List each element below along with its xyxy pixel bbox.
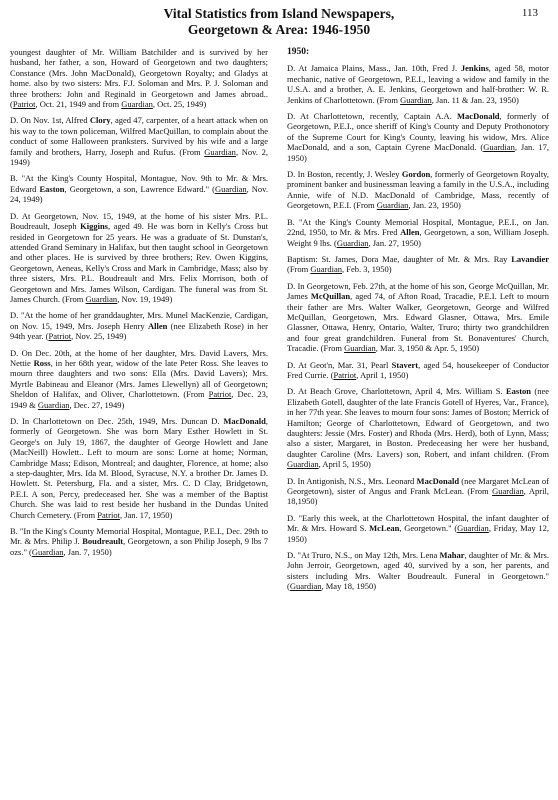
newspaper-source: Guardian (492, 486, 524, 497)
vital-record-entry (10, 416, 268, 520)
entry-text: , formerly of Georgetown Royalty, prominent banker and businessman leaving a family in the U.S.A., including Annie, wife of N.D. MacDonald of Cambridge, Mass, recently of Georgetown, P.E.I. (From (287, 169, 550, 211)
entry-text: youngest daughter of Mr. William Batchilder and is survived by her husband, her father, a son, Howard of Georgetown and two daughters; Constance (Mrs. John MacDonald), Georgetown Royalty; and Gladys at home. also by two sisters: Mrs. F.J. Soloman and Mrs. P. J. Soloman and three brothers: John and Reginald in Georgetown and James abroad.. ( (10, 47, 268, 110)
entry-text: , formerly of Georgetown. She was born Mary Esther Howlett in St. George's on July 19, 1867, the daughter of George Howlett and Jane (MacNeill) Howlett.. Left to mourn are sons: Lorne at home; Norman, Cambridge Mass; Edison, Montreal; and daughter, Florence, at home; also a step-daughter, Mrs. Ida M. Blood, Syracuse, N.Y. a brother Dr. James D. Howlett. St. Petersburg, Fla. and a sister, Mrs. C. D Clay, Bridgetown, P.E.I. A son, Percy, predeceased her. She was a member of the Baptist Church. She was laid to rest beside her husband in the Dundas United Church Cemetery. (From (10, 416, 268, 520)
surname: Allen (147, 320, 168, 331)
entry-text: , Oct. 25, 1949) (152, 99, 207, 110)
vital-record-entry (10, 173, 268, 204)
entry-text: D. "At Truro, N.S., on May 12th, Mrs. Lena (287, 550, 440, 561)
newspaper-source: Guardian (37, 399, 70, 410)
newspaper-source: Guardian (289, 581, 322, 592)
entry-text: (nee Margaret McLean of Georgetown), sister of Angus and Frank McLean. (From (287, 475, 549, 497)
vital-record-entry (287, 254, 549, 275)
entry-text: (From (287, 264, 311, 275)
vital-record-entry (287, 360, 549, 381)
vital-record-entry (287, 281, 549, 354)
surname: MacDonald (416, 475, 460, 486)
entry-text: , Georgetown." ( (399, 523, 458, 534)
entry-text: B. "At the King's County Memorial Hospital, Montague, P.E.I., on Jan. 22nd, 1950, to Mr. & Mrs. Fred (287, 216, 549, 238)
vital-record-entry (10, 211, 268, 305)
page-title-line-2: Georgetown & Area: 1946-1950 (187, 22, 371, 37)
newspaper-source: Guardian (204, 146, 236, 157)
entry-text: , Jan. 27, 1950) (368, 237, 421, 248)
right-column (287, 47, 549, 598)
entry-text: , Jan. 17, 1950) (119, 509, 173, 520)
entry-text: , Jan. 17, 1950) (287, 142, 549, 163)
surname: Lavandier (511, 253, 549, 264)
surname: Boudreault (82, 536, 124, 547)
newspaper-source: Patriot (208, 389, 232, 400)
surname: Easton (39, 183, 65, 194)
vital-record-entry (10, 47, 268, 109)
entry-text: D. "At the home of her granddaughter, Mrs. Munel MacKenzie, Cardigan, on Nov. 15, 1949, Mrs. Joseph Henry (10, 310, 268, 331)
newspaper-source: Guardian (344, 343, 376, 354)
entry-text: , Nov. 19, 1949) (117, 293, 173, 304)
entry-text: Baptism: St. James, Dora Mae, daughter of Mr. & Mrs. Ray (287, 253, 512, 264)
entry-text: B. "In the King's County Memorial Hospital, Montague, P.E.I., Dec. 29th to Mr. & Mrs. Philip J. (10, 526, 268, 547)
entry-text: D. In Charlottetown on Dec. 25th, 1949, Mrs. Duncan D. (10, 416, 224, 426)
entry-text: , daughter of Mr. & Mrs. John Jerroir, Georgetown, aged 40, survived by a son, her parents, and sisters including Mrs. Walter Boudreault. Funeral in Georgetown." ( (287, 550, 549, 592)
surname: Allen (400, 227, 420, 238)
entry-text: D. At Beach Grove, Charlottetown, April 4, Mrs. William S. (287, 386, 506, 397)
entry-text: D. On Nov. 1st, Alfred (10, 115, 90, 126)
entry-text: , April 5, 1950) (318, 459, 371, 470)
entry-text: D. At Jamaica Plains, Mass., Jan. 10th, Fred J. (287, 63, 461, 74)
entry-text: , in her 68th year, widow of the late Peter Ross. She leaves to mourn three daughters and two sons: Ella (Mrs. David Lavers); Mrs. Myrtle Babineau and Eleanor (Mrs. James Llewellyn) all of Georgetown; Sheldon of Halifax, and Oliver, Charlottetown. (From (10, 357, 268, 400)
newspaper-source: Guardian (287, 459, 319, 470)
newspaper-source: Patriot (97, 509, 120, 520)
newspaper-source: Patriot (333, 369, 357, 380)
entry-text: , Jan. 11 & Jan. 23, 1950) (431, 94, 519, 105)
page-number: 113 (521, 7, 538, 19)
newspaper-source: Guardian (121, 99, 153, 110)
vital-record-entry (287, 513, 549, 544)
newspaper-source: Guardian (85, 293, 118, 304)
entry-text: , Jan. 23, 1950) (408, 200, 461, 211)
vital-record-entry (287, 550, 549, 592)
entry-text: (nee Elizabeth Gotell, daughter of the late Francis Gotell of Hyeres, Var., France), in her 77th year. She leaves to mourn four sons: James of Boston; Merrick of Hamilton; George of Charlottetown, Edward of Georgetown, and two daughters: Jessie (Mrs. Foster) and Rhoda (Mrs. Herd), both of Lynn, Mass; also a sister, Margaret, in Boston. Predeceasing her were her husband, daughter Caroline (Mrs. Lavers) son, Robert, and infant children. (From (287, 386, 549, 459)
newspaper-source: Guardian (31, 546, 64, 557)
newspaper-source: Guardian (483, 142, 515, 153)
entry-text: , April 1, 1950) (356, 369, 409, 380)
vital-record-entry (287, 111, 549, 163)
surname: Ross (33, 357, 51, 368)
newspaper-source: Guardian (310, 264, 343, 275)
entry-text: , Georgetown, a son Philip Joseph, 9 lbs 7 ozs." ( (10, 536, 268, 557)
entry-text: D. "Early this week, at the Charlottetown Hospital, the infant daughter of Mr. & Mrs. Howard S. (287, 512, 549, 534)
newspaper-source: Patriot (12, 99, 36, 110)
entry-text: , Nov. 2, 1949) (10, 146, 268, 168)
newspaper-source: Guardian (457, 523, 489, 534)
newspaper-source: Guardian (376, 200, 409, 211)
entry-text: , Dec. 23, 1949 & (10, 389, 268, 410)
year-heading: 1950: (287, 47, 310, 57)
surname: Jenkins (460, 63, 489, 74)
entry-text: , aged 49. He was born in Kelly's Cross but resided in Georgetown for 25 years. He was a graduate of St. Dunstan's, attended Grand Seminary in Halifax, but then taught school in Georgetown and other places. He is survived by three brothers; Rev. Owen Kiggins, Georgetown, Aeneas, Kelly's Cross and Mark in Cambridge, Mass; also by three sisters, Mrs. P.L. Boudreault and Mrs. Felix Morrison, both of Georgetown and Mrs. James Wilson, Cardigan. The funeral was from St. James Church. (From (10, 221, 268, 304)
entry-text: , May 18, 1950) (321, 581, 377, 592)
entry-text: D. At Geot'n, Mar. 31, Pearl (287, 359, 392, 370)
surname: McQuillan (310, 291, 351, 302)
vital-record-entry (287, 169, 549, 211)
page-title-line-1: Vital Statistics from Island Newspapers, (163, 6, 395, 21)
entry-text: , Nov. 25, 1949) (71, 331, 127, 342)
entry-text: , Georgetown, a son, Lawrence Edward." ( (64, 183, 215, 194)
surname: Gordon (401, 169, 431, 180)
entry-text: , Georgetown, a son, William Joseph. Weight 9 lbs. ( (287, 227, 549, 248)
entry-text: D. On Dec. 20th, at the home of her daughter, Mrs. David Lavers, Mrs. Nettie (10, 347, 268, 368)
entry-text: , April, 18,1950) (287, 486, 549, 507)
surname: Clory (89, 115, 111, 126)
entry-text: D. In Boston, recently, J. Wesley (287, 169, 402, 180)
surname: Mahar (439, 550, 465, 561)
vital-record-entry (287, 63, 549, 105)
vital-record-entry (10, 310, 268, 341)
entry-text: D. In Georgetown, Feb. 27th, at the home of his son, George McQuillan, Mr. James (287, 280, 549, 302)
entry-text: , aged 54, housekeeper of Conductor Fred Currie. ( (287, 359, 549, 380)
surname: McLean (369, 523, 400, 534)
entry-text: , formerly of Georgetown, P.E.I., once sheriff of King's County and Deputy Prothonotory of the Supreme Court for King's County, leaving his widow, Mrs. Alice MacDonald, and a son, Captain Cyrene MacDonald. ( (287, 111, 549, 153)
right-column-entries (287, 63, 549, 591)
entry-text: , aged 47, carpenter, of a heart attack when on his way to the town policeman, Wilfred MacQuillan, to complain about the conduct of some Halloween pranksters. Survived by his wife and a large family and brothers, Harry, Joseph and Rufus. (From (10, 115, 268, 157)
entry-text: , Nov. 24, 1949) (10, 183, 268, 205)
left-column (10, 47, 268, 563)
newspaper-source: Guardian (400, 94, 432, 105)
entry-text: , Oct. 21, 1949 and from (35, 99, 122, 110)
entry-text: , Dec. 27, 1949) (69, 399, 125, 410)
entry-text: , Mar. 3, 1950 & Apr. 5, 1950) (375, 343, 480, 354)
vital-record-entry (287, 386, 549, 469)
entry-text: , aged 58, motor mechanic, native of Georgetown, P.E.I., leaving a widow and family in the U.S.A. and a brother, A. E. Jenkins, Georgetown and half-brother: W. R. Jenkins of Charlottetown. (From (287, 63, 549, 105)
surname: Kiggins (80, 221, 108, 232)
newspaper-source: Guardian (336, 237, 369, 248)
vital-record-entry (10, 115, 268, 167)
entry-text: , Friday, May 12, 1950) (287, 523, 549, 544)
entry-text: B. "At the King's County Hospital, Montague, Nov. 9th to Mr. & Mrs. Edward (10, 173, 268, 194)
surname: MacDonald (457, 111, 500, 122)
entry-text: D. At Charlottetown, recently, Captain A.A. (287, 111, 458, 122)
newspaper-source: Guardian (214, 183, 247, 194)
page-header (0, 6, 558, 38)
newspaper-source: Patriot (48, 331, 72, 342)
entry-text: D. At Georgetown, Nov. 15, 1949, at the home of his sister Mrs. P.L. Boudreault, Joseph (10, 210, 268, 232)
surname: MacDonald (223, 416, 266, 426)
vital-record-entry (287, 476, 549, 507)
entry-text: , Feb. 3, 1950) (342, 264, 392, 275)
entry-text: D. In Antigonish, N.S., Mrs. Leonard (287, 475, 417, 486)
entry-text: (nee Elizabeth Rose) in her 94th year. ( (10, 320, 268, 342)
entry-text: , aged 74, of Afton Road, Tracadie, P.E.I. Left to mourn their father are Mrs. Walter Walker, Georgetown, George and Wilfred McQuillan, Georgetown, Mrs. Edward Glasner, Ottawa, Mrs. Emile Glassner, Ottawa, Henry, Ontario, Walter, Truro; thirty two grandchildren and four great grandchildren. Funeral from St. Bonaventures' Church, Tracadie. (From (287, 291, 549, 354)
vital-record-entry (287, 217, 549, 248)
entry-text: , Jan. 7, 1950) (63, 546, 112, 557)
surname: Easton (505, 386, 532, 397)
vital-record-entry (10, 348, 268, 410)
vital-record-entry (10, 526, 268, 557)
surname: Stavert (391, 359, 419, 370)
